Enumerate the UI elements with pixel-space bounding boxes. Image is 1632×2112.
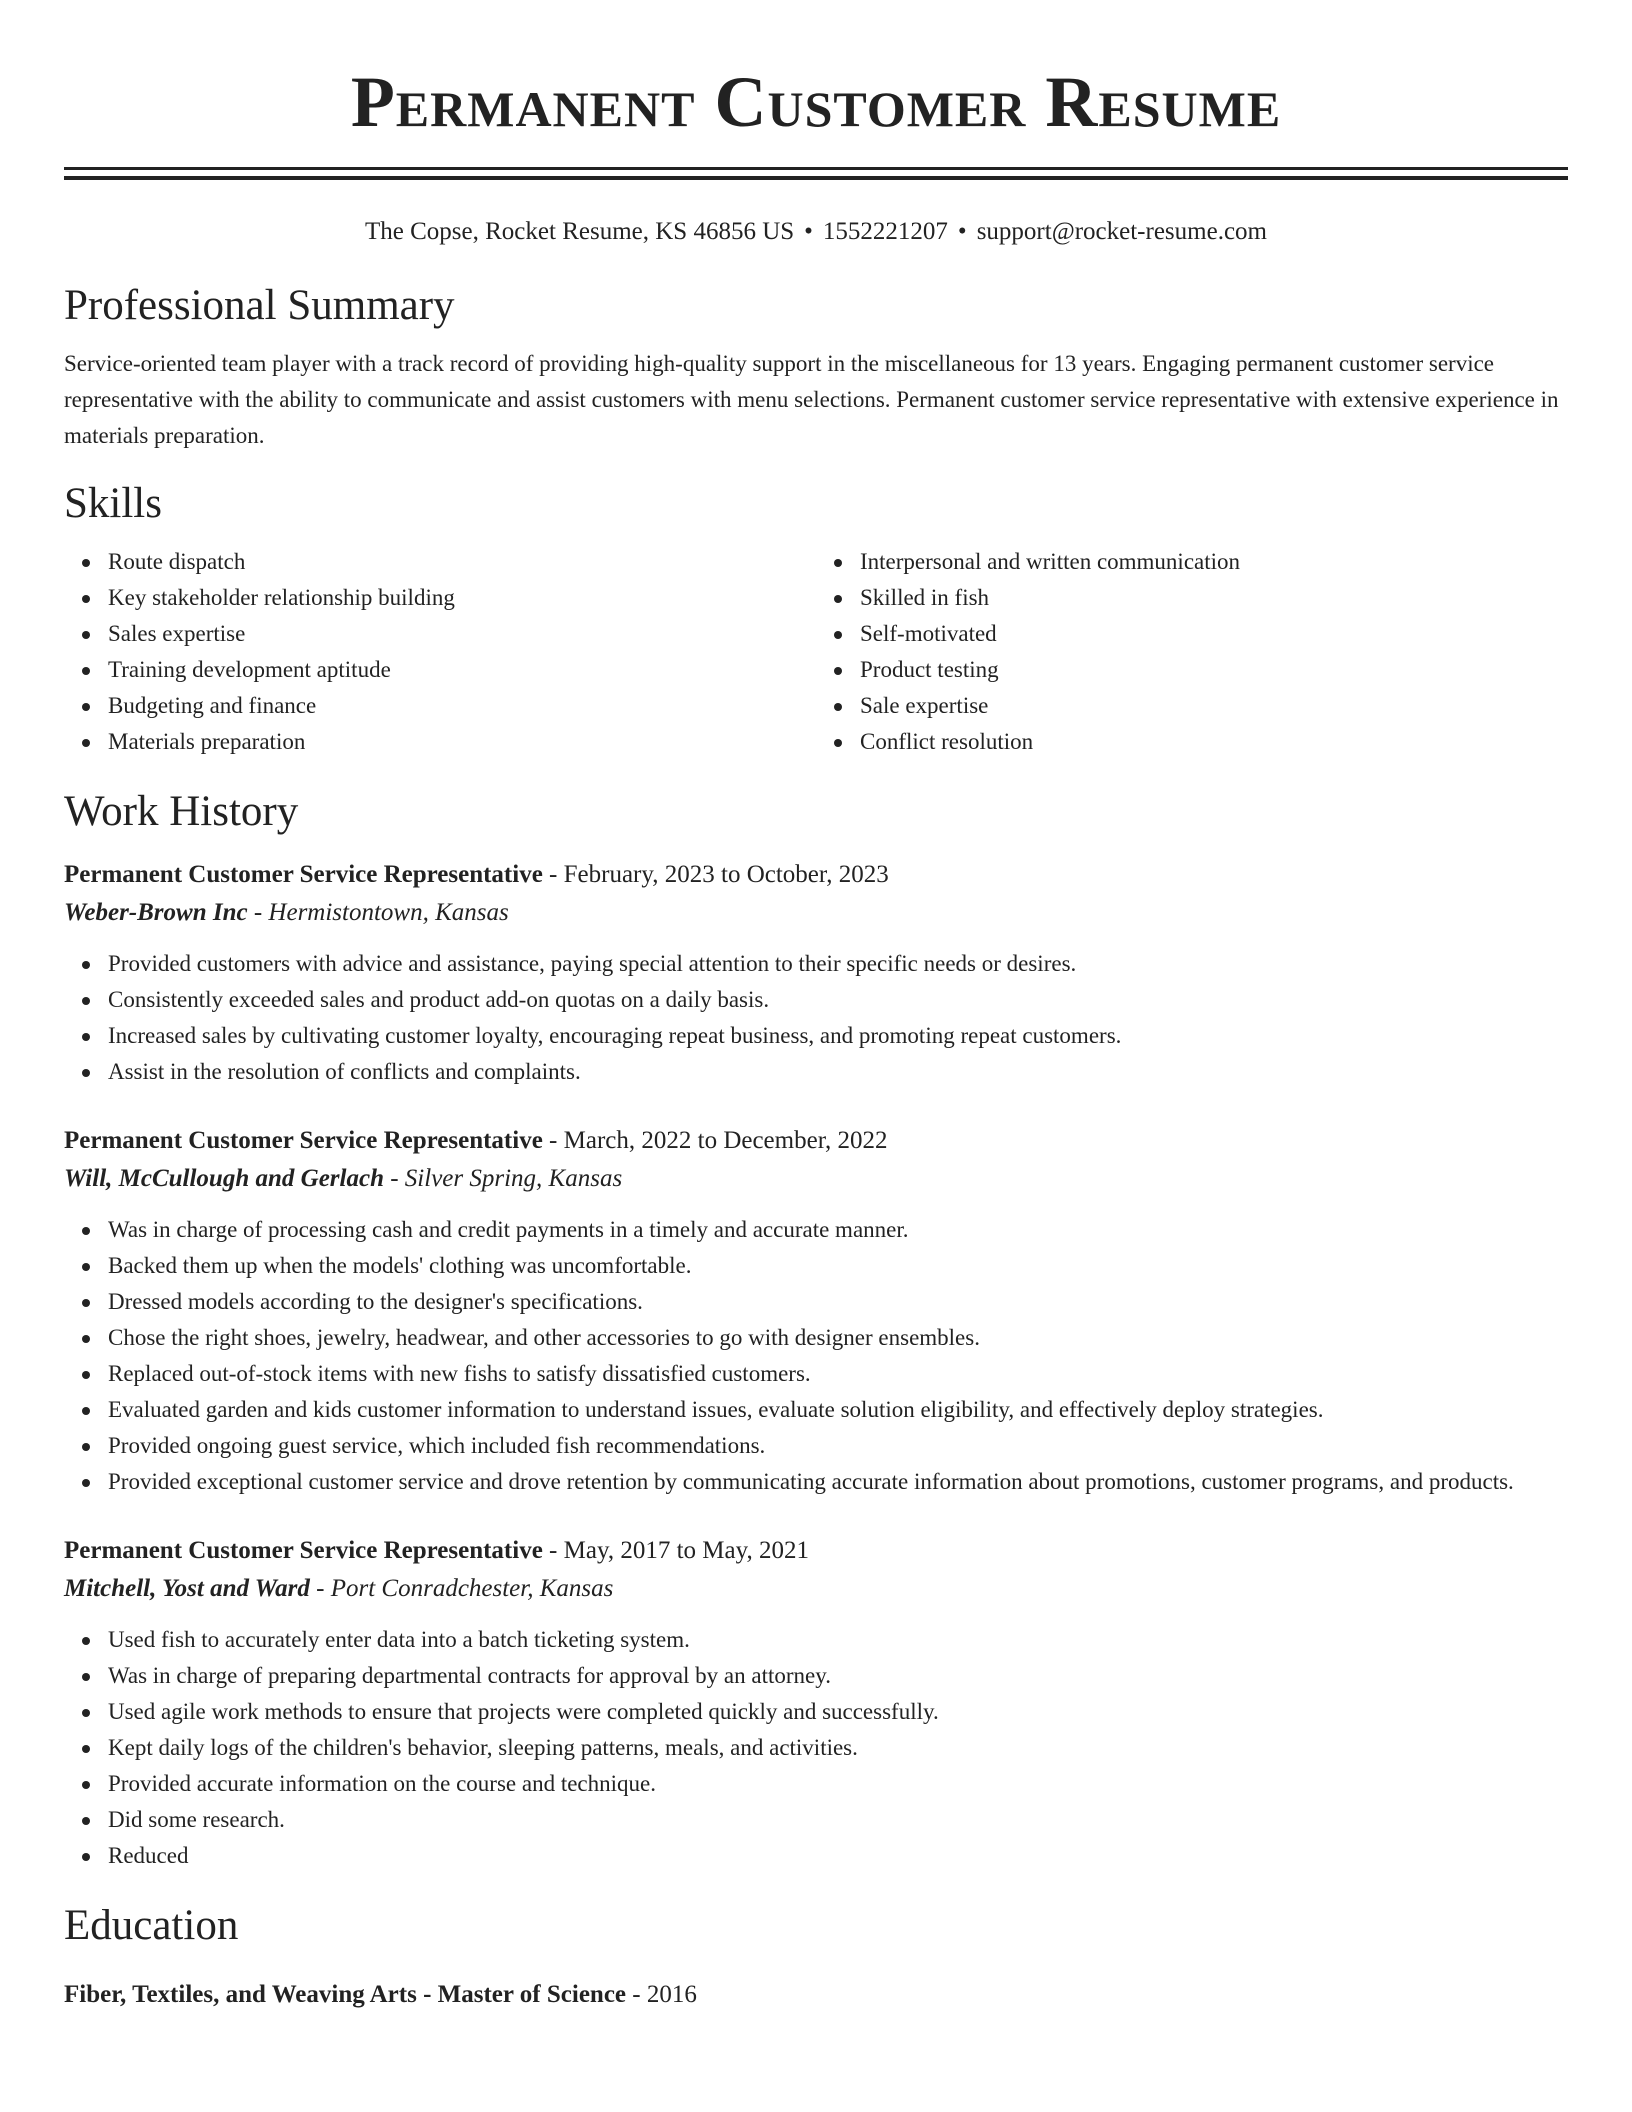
job-bullets — [64, 1622, 1568, 1874]
job-bullet: Did some research. — [108, 1802, 1568, 1838]
skill-item: Training development aptitude — [108, 652, 816, 688]
company-line — [64, 1160, 1568, 1198]
job-bullet: Increased sales by cultivating customer loyalty, encouraging repeat business, and promoting repeat customers. — [108, 1018, 1568, 1054]
job-dates: - February, 2023 to October, 2023 — [549, 861, 889, 888]
job-bullets — [64, 1212, 1568, 1500]
job-title-line — [64, 856, 1568, 894]
job-bullet: Evaluated garden and kids customer information to understand issues, evaluate solution eligibility, and effectively deploy strategies. — [108, 1392, 1568, 1428]
contact-separator: • — [804, 218, 813, 245]
job-entry — [64, 856, 1568, 1090]
contact-address: The Copse, Rocket Resume, KS 46856 US — [365, 218, 795, 245]
company-name: Weber-Brown Inc — [64, 899, 248, 926]
skills-list — [64, 544, 1568, 760]
summary-heading: Professional Summary — [64, 282, 455, 329]
contact-line — [64, 216, 1568, 248]
education-heading: Education — [64, 1902, 239, 1949]
contact-separator: • — [957, 218, 967, 245]
job-bullet: Provided ongoing guest service, which included fish recommendations. — [108, 1428, 1568, 1464]
skill-item: Interpersonal and written communication — [860, 544, 1568, 580]
job-bullet: Consistently exceeded sales and product add-on quotas on a daily basis. — [108, 982, 1568, 1018]
job-entry — [64, 1532, 1568, 1874]
company-line — [64, 1570, 1568, 1608]
skills-column-right — [816, 544, 1568, 760]
skill-item: Sales expertise — [108, 616, 816, 652]
job-bullet: Backed them up when the models' clothing was uncomfortable. — [108, 1248, 1568, 1284]
resume-title: Permanent Customer Resume — [350, 62, 1282, 142]
skill-item: Key stakeholder relationship building — [108, 580, 816, 616]
contact-email: support@rocket-resume.com — [976, 218, 1267, 245]
company-location: - Silver Spring, Kansas — [390, 1165, 623, 1192]
job-bullet: Reduced — [108, 1838, 1568, 1874]
title-divider-top — [64, 167, 1568, 170]
skill-item: Conflict resolution — [860, 724, 1568, 760]
job-bullet: Provided accurate information on the course and technique. — [108, 1766, 1568, 1802]
job-title-line — [64, 1122, 1568, 1160]
job-bullet: Dressed models according to the designer's specifications. — [108, 1284, 1568, 1320]
skill-item: Sale expertise — [860, 688, 1568, 724]
job-bullet: Assist in the resolution of conflicts and complaints. — [108, 1054, 1568, 1090]
job-title: Permanent Customer Service Representative — [64, 1537, 543, 1564]
job-bullet: Kept daily logs of the children's behavior, sleeping patterns, meals, and activities. — [108, 1730, 1568, 1766]
job-bullet: Provided customers with advice and assistance, paying special attention to their specific needs or desires. — [108, 946, 1568, 982]
skill-item: Product testing — [860, 652, 1568, 688]
skill-item: Self-motivated — [860, 616, 1568, 652]
job-bullet: Provided exceptional customer service and drove retention by communicating accurate information about promotions, customer programs, and products. — [108, 1464, 1568, 1500]
contact-phone: 1552221207 — [822, 218, 948, 245]
company-line — [64, 894, 1568, 932]
work-history-heading: Work History — [64, 788, 299, 835]
education-entry — [64, 1976, 1568, 2014]
job-bullet: Replaced out-of-stock items with new fishs to satisfy dissatisfied customers. — [108, 1356, 1568, 1392]
title-divider-bottom — [64, 176, 1568, 180]
job-title: Permanent Customer Service Representative — [64, 1127, 543, 1154]
job-bullet: Used fish to accurately enter data into a batch ticketing system. — [108, 1622, 1568, 1658]
skill-item: Route dispatch — [108, 544, 816, 580]
job-bullet: Was in charge of preparing departmental contracts for approval by an attorney. — [108, 1658, 1568, 1694]
job-bullet: Used agile work methods to ensure that projects were completed quickly and successfully. — [108, 1694, 1568, 1730]
education-degree: Fiber, Textiles, and Weaving Arts - Master of Science — [64, 1981, 627, 2008]
skill-item: Skilled in fish — [860, 580, 1568, 616]
job-title: Permanent Customer Service Representative — [64, 861, 543, 888]
job-bullets — [64, 946, 1568, 1090]
company-location: - Port Conradchester, Kansas — [316, 1575, 614, 1602]
education-year: - 2016 — [632, 1981, 697, 2008]
job-dates: - May, 2017 to May, 2021 — [549, 1537, 809, 1564]
company-location: - Hermistontown, Kansas — [253, 899, 509, 926]
job-bullet: Was in charge of processing cash and credit payments in a timely and accurate manner. — [108, 1212, 1568, 1248]
summary-text: Service-oriented team player with a track record of providing high-quality support in the miscellaneous for 13 years. Engaging permanent customer service representative with the ability to communicate and assist customers with menu selections. Permanent customer service representative with extensive experience in materials preparation. — [64, 351, 1559, 448]
skill-item: Materials preparation — [108, 724, 816, 760]
job-title-line — [64, 1532, 1568, 1570]
job-dates: - March, 2022 to December, 2022 — [549, 1127, 888, 1154]
company-name: Will, McCullough and Gerlach — [64, 1165, 384, 1192]
job-bullet: Chose the right shoes, jewelry, headwear, and other accessories to go with designer ensembles. — [108, 1320, 1568, 1356]
job-entry — [64, 1122, 1568, 1500]
skills-column-left — [64, 544, 816, 760]
skill-item: Budgeting and finance — [108, 688, 816, 724]
skills-heading: Skills — [64, 480, 162, 527]
company-name: Mitchell, Yost and Ward — [64, 1575, 310, 1602]
